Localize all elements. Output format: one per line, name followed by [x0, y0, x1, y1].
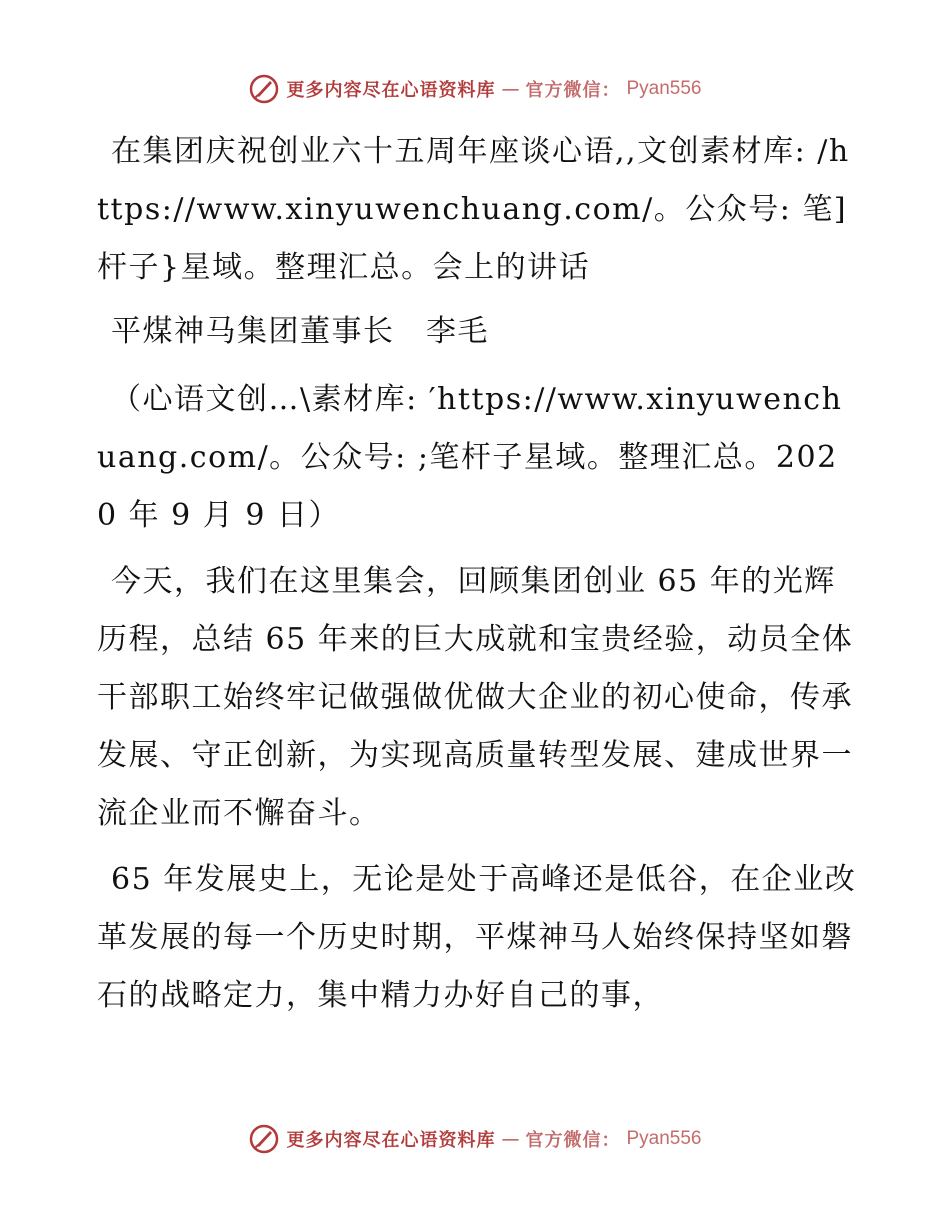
quill-circle-icon — [248, 73, 280, 105]
watermark-wechat-label: 官方微信： — [525, 80, 621, 101]
watermark-brand-text: 更多内容尽在心语资料库 — [286, 1130, 496, 1151]
document-source-note: （心语文创…\素材库: ′https://www.xinyuwenchuang.com/。公众号: ;笔杆子星域。整理汇总。2020 年 9 月 9 日） — [97, 382, 843, 533]
document-author: 平煤神马集团董事长 李毛 — [111, 314, 489, 349]
quill-circle-icon — [248, 1123, 280, 1155]
watermark-wechat-id: Pyan556 — [626, 78, 702, 99]
watermark-wechat-id: Pyan556 — [626, 1128, 702, 1149]
document-body — [97, 123, 857, 1033]
document-paragraph-1: 今天，我们在这里集会，回顾集团创业 65 年的光辉历程，总结 65 年来的巨大成就和宝贵经验，动员全体干部职工始终牢记做强做优做大企业的初心使命，传承发展、守正创新，为实现高质量转型发展、建成世界一流企业而不懈奋斗。 — [97, 564, 854, 831]
watermark-dash: — — [501, 78, 520, 100]
document-title: 在集团庆祝创业六十五周年座谈心语,,文创素材库: /https://www.xinyuwenchuang.com/。公众号: 笔]杆子}星域。整理汇总。会上的讲话 — [97, 134, 850, 285]
watermark-brand-text: 更多内容尽在心语资料库 — [286, 80, 496, 101]
header-watermark-banner — [0, 72, 950, 106]
document-paragraph-2: 65 年发展史上，无论是处于高峰还是低谷，在企业改革发展的每一个历史时期，平煤神马人始终保持坚如磐石的战略定力，集中精力办好自己的事， — [97, 862, 857, 1013]
footer-watermark-banner — [0, 1122, 950, 1156]
watermark-dash: — — [501, 1128, 520, 1150]
watermark-wechat-label: 官方微信： — [525, 1130, 621, 1151]
